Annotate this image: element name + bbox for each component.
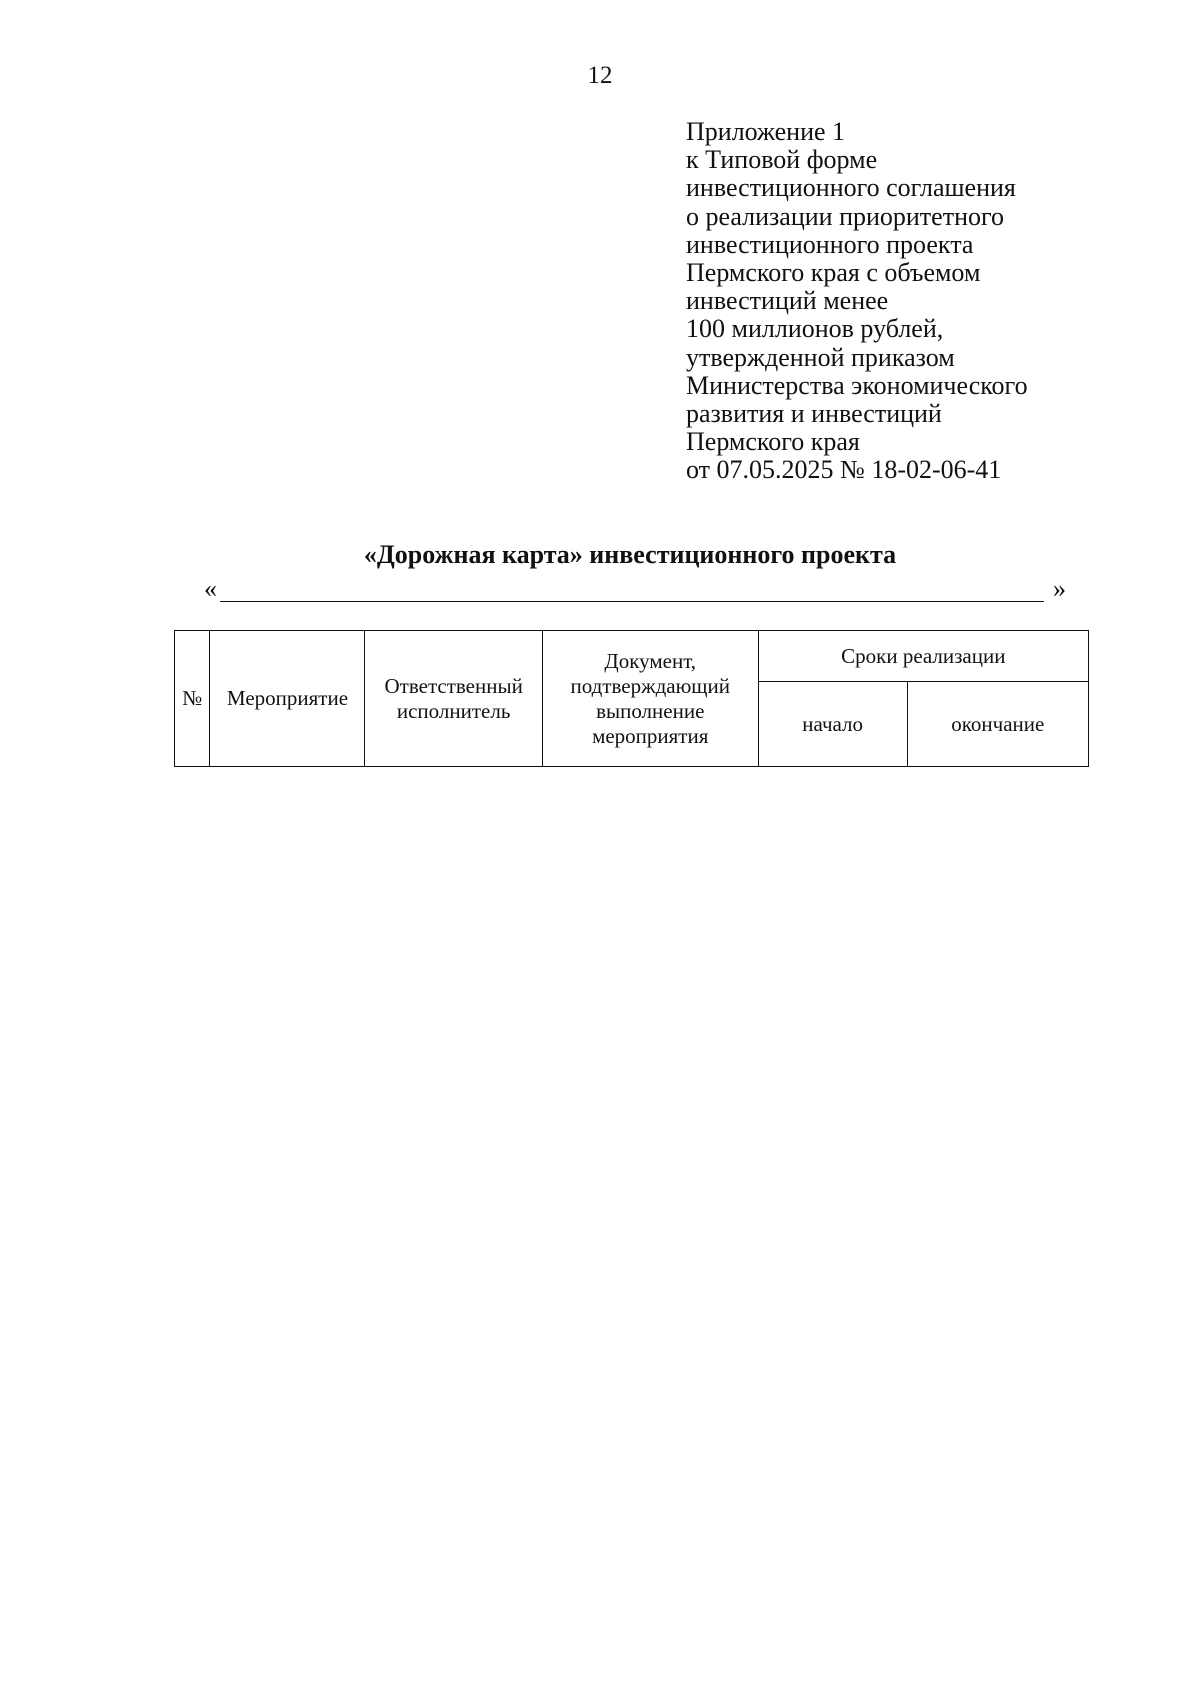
- header-responsible: Ответственный исполнитель: [365, 631, 542, 767]
- project-name-blank-line: [220, 601, 1044, 602]
- header-end: окончание: [907, 682, 1088, 767]
- appendix-line: инвестиций менее: [686, 286, 889, 316]
- header-start: начало: [758, 682, 907, 767]
- appendix-line: утвержденной приказом: [686, 342, 955, 372]
- project-name-field: [204, 574, 1066, 608]
- table-header-row: [175, 631, 1089, 682]
- close-quote: »: [1053, 574, 1066, 603]
- appendix-line: о реализации приоритетного: [686, 201, 1005, 231]
- header-number: №: [175, 631, 210, 767]
- appendix-line: Пермского края с объемом: [686, 258, 981, 288]
- open-quote: «: [204, 574, 217, 603]
- appendix-header: [686, 118, 1156, 485]
- appendix-line: инвестиционного соглашения: [686, 173, 1016, 203]
- appendix-line: Министерства экономического: [686, 370, 1028, 400]
- header-terms: Сроки реализации: [758, 631, 1088, 682]
- appendix-line: от 07.05.2025 № 18-02-06-41: [686, 455, 1002, 485]
- header-event: Мероприятие: [210, 631, 365, 767]
- header-document: Документ, подтверждающий выполнение мероприятия: [542, 631, 758, 767]
- appendix-line: к Типовой форме: [686, 145, 878, 175]
- appendix-line: развития и инвестиций: [686, 399, 942, 429]
- appendix-line: Пермского края: [686, 427, 860, 457]
- appendix-line: инвестиционного проекта: [686, 229, 974, 259]
- appendix-line: 100 миллионов рублей,: [686, 314, 944, 344]
- roadmap-table: [174, 630, 1089, 767]
- page-number: 12: [587, 62, 613, 89]
- appendix-line: Приложение 1: [686, 117, 846, 146]
- document-title: «Дорожная карта» инвестиционного проекта: [363, 540, 897, 569]
